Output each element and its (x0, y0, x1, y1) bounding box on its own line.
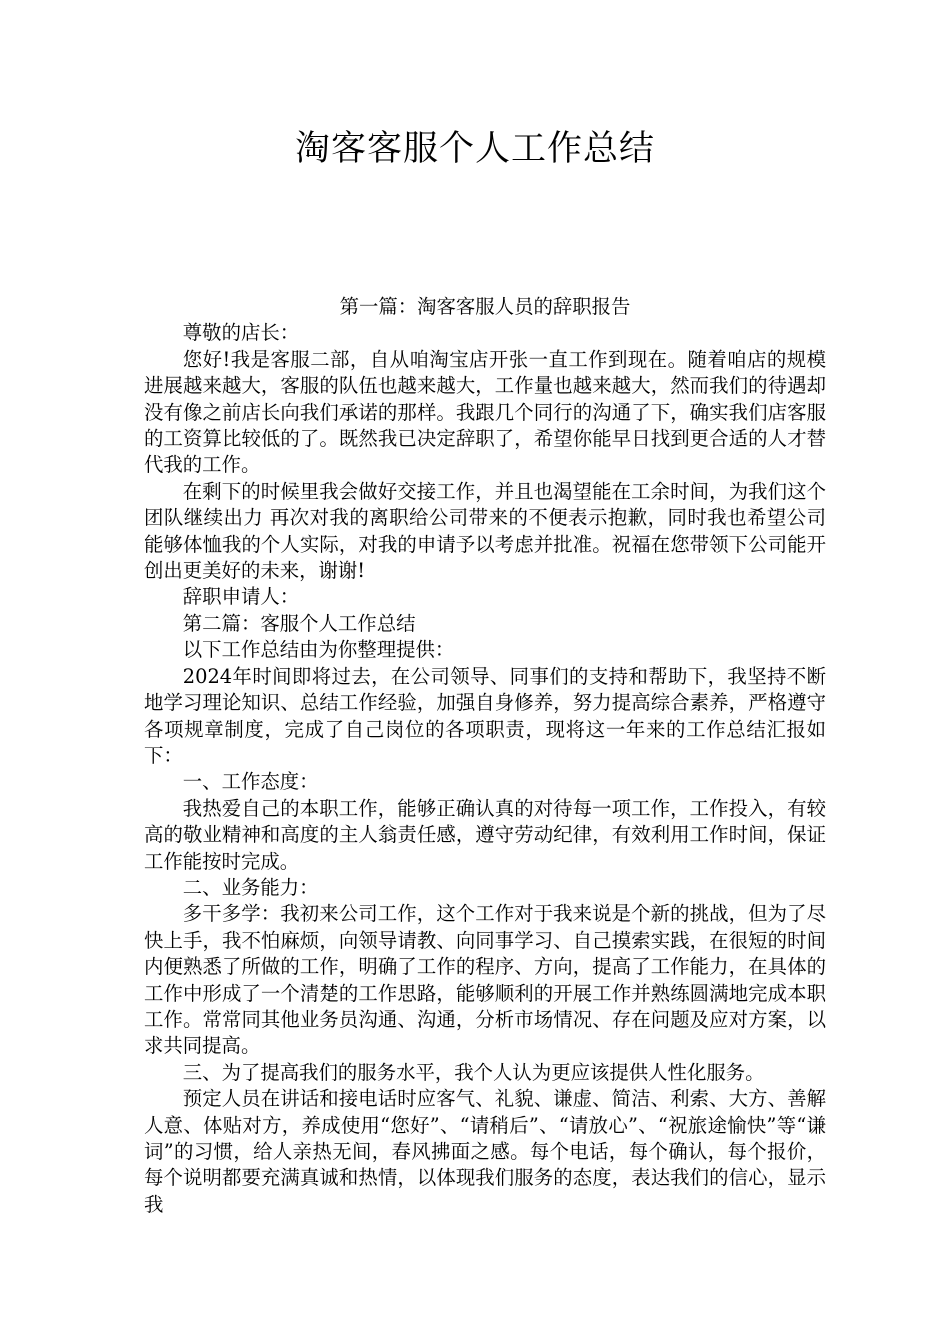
paragraph: 在剩下的时候里我会做好交接工作，并且也渴望能在工余时间，为我们这个团队继续出力 再次对我的离职给公司带来的不便表示抱歉，同时我也希望公司能够体恤我的个人实际，对我的申请予以考虑并批准。祝福在您带领下公司能开创出更美好的未来，谢谢! (144, 479, 826, 583)
paragraph: 我热爱自己的本职工作，能够正确认真的对待每一项工作，工作投入，有较高的敬业精神和高度的主人翁责任感，遵守劳动纪律，有效利用工作时间，保证工作能按时完成。 (144, 796, 826, 873)
section-heading-1: 第一篇：淘客客服人员的辞职报告 (339, 295, 631, 318)
paragraph: 以下工作总结由为你整理提供： (182, 638, 455, 662)
subheading-work-attitude: 一、工作态度： (182, 770, 319, 794)
document-body (144, 294, 826, 1218)
paragraph: 您好!我是客服二部，自从咱淘宝店开张一直工作到现在。随着咱店的规模进展越来越大，客服的队伍也越来越大，工作量也越来越大，然而我们的待遇却没有像之前店长向我们承诺的那样。我跟几个同行的沟通了下，确实我们店客服的工资算比较低的了。既然我已决定辞职了，希望你能早日找到更合适的人才替代我的工作。 (144, 347, 826, 477)
subheading-service-level: 三、为了提高我们的服务水平，我个人认为更应该提供人性化服务。 (182, 1060, 765, 1084)
paragraph: 2024年时间即将过去，在公司领导、同事们的支持和帮助下，我坚持不断地学习理论知识、总结工作经验，加强自身修养，努力提高综合素养，严格遵守各项规章制度，完成了自己岗位的各项职责，现将这一年来的工作总结汇报如下： (144, 664, 826, 767)
subheading-business-ability: 二、业务能力： (182, 875, 319, 899)
document-title: 淘客客服个人工作总结 (294, 129, 655, 169)
section-heading-2: 第二篇：客服个人工作总结 (182, 611, 416, 635)
salutation: 尊敬的店长： (182, 321, 300, 345)
paragraph: 预定人员在讲话和接电话时应客气、礼貌、谦虚、简洁、利索、大方、善解人意、体贴对方，养成使用“您好”、“请稍后”、“请放心”、“祝旅途愉快”等“谦词”的习惯，给人亲热无间，春风拂面之感。每个电话，每个确认，每个报价，每个说明都要充满真诚和热情，以体现我们服务的态度，表达我们的信心，显示我 (144, 1087, 826, 1216)
paragraph: 多干多学：我初来公司工作，这个工作对于我来说是个新的挑战，但为了尽快上手，我不怕麻烦，向领导请教、向同事学习、自己摸索实践，在很短的时间内便熟悉了所做的工作，明确了工作的程序、方向，提高了工作能力，在具体的工作中形成了一个清楚的工作思路，能够顺利的开展工作并熟练圆满地完成本职工作。常常同其他业务员沟通、沟通，分析市场情况、存在问题及应对方案，以求共同提高。 (144, 902, 826, 1058)
signature-line: 辞职申请人： (182, 585, 300, 609)
